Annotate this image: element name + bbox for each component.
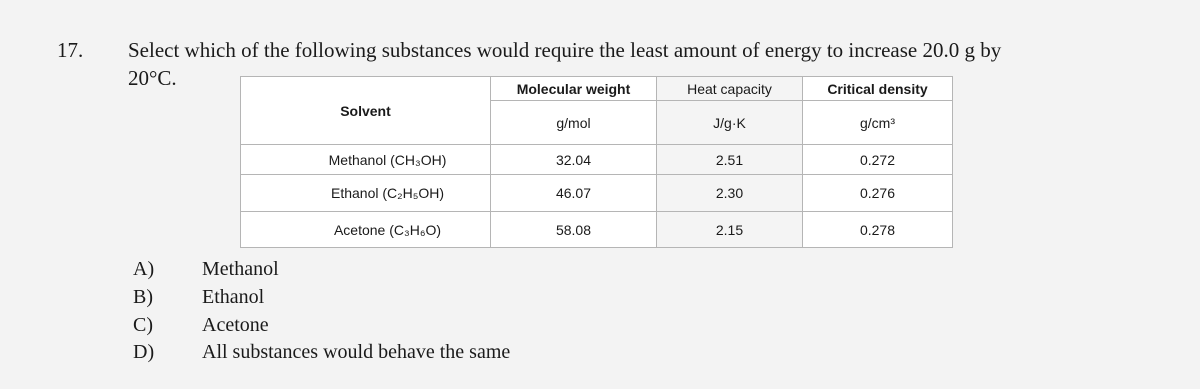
solvent-data-table: [240, 76, 953, 248]
critical-density-value: 0.276: [803, 175, 953, 212]
unit-molecular-weight: g/mol: [491, 101, 657, 145]
critical-density-value: 0.278: [803, 212, 953, 248]
header-critical-density: Critical density: [803, 77, 953, 101]
question-text-line-2: 20°C.: [128, 66, 177, 90]
option-c-text[interactable]: Acetone: [202, 314, 269, 336]
table-row: [241, 175, 953, 212]
option-b-text[interactable]: Ethanol: [202, 286, 265, 308]
molecular-weight-value: 46.07: [491, 175, 657, 212]
question-number: 17.: [57, 38, 84, 62]
header-solvent: Solvent: [241, 77, 491, 145]
molecular-weight-value: 58.08: [491, 212, 657, 248]
table-row: [241, 145, 953, 175]
heat-capacity-value: 2.51: [657, 145, 803, 175]
header-heat-capacity: Heat capacity: [657, 77, 803, 101]
header-molecular-weight: Molecular weight: [491, 77, 657, 101]
option-d-text[interactable]: All substances would behave the same: [202, 341, 511, 363]
molecular-weight-value: 32.04: [491, 145, 657, 175]
option-d-letter[interactable]: D): [133, 341, 155, 363]
option-a-letter[interactable]: A): [133, 258, 155, 280]
heat-capacity-value: 2.15: [657, 212, 803, 248]
option-b-letter[interactable]: B): [133, 286, 153, 308]
table-row: [241, 212, 953, 248]
critical-density-value: 0.272: [803, 145, 953, 175]
option-c-letter[interactable]: C): [133, 314, 153, 336]
solvent-name: Ethanol (C₂H₅OH): [241, 175, 491, 212]
question-text-line-1: Select which of the following substances would require the least amount of energy to increase 20.0 g by: [128, 38, 1002, 62]
unit-heat-capacity: J/g·K: [657, 101, 803, 145]
option-a-text[interactable]: Methanol: [202, 258, 279, 280]
solvent-name: Acetone (C₃H₆O): [241, 212, 491, 248]
solvent-name: Methanol (CH₃OH): [241, 145, 491, 175]
heat-capacity-value: 2.30: [657, 175, 803, 212]
unit-critical-density: g/cm³: [803, 101, 953, 145]
